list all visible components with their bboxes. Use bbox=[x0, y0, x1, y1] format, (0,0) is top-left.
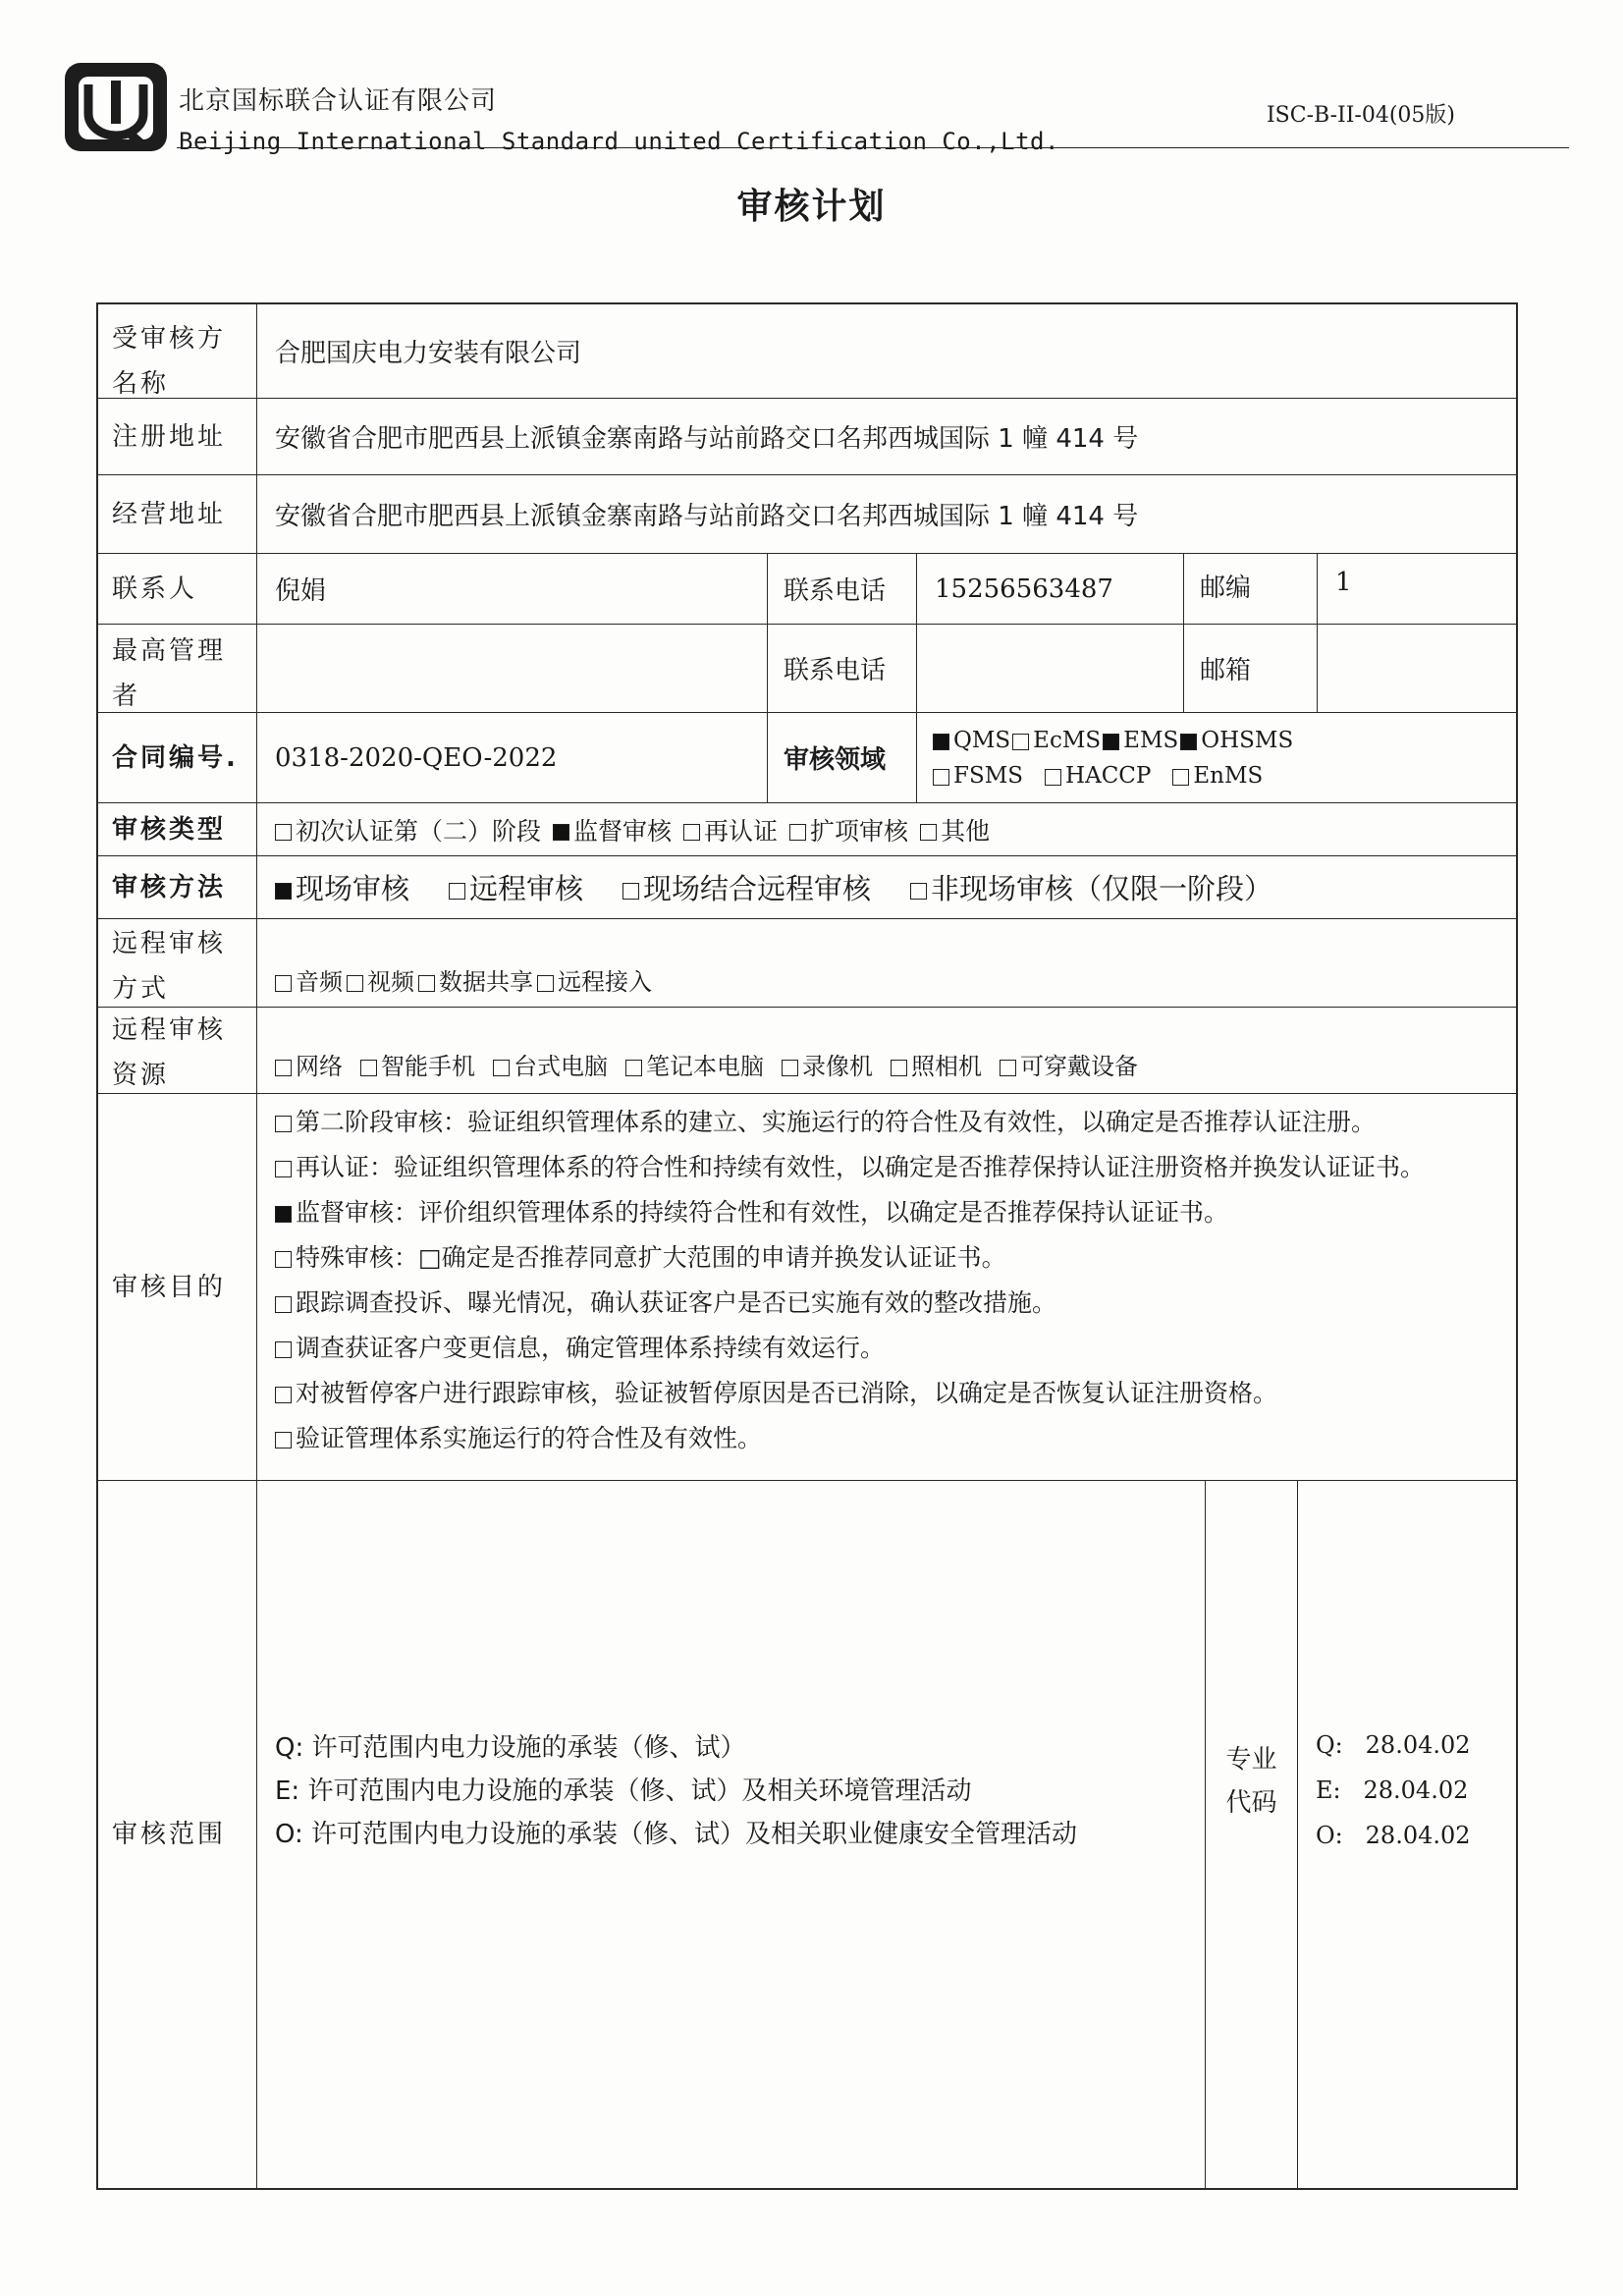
unchecked-box-icon[interactable] bbox=[1012, 734, 1029, 750]
domain-options-row1 bbox=[933, 723, 1516, 758]
domain-option-2[interactable] bbox=[1172, 763, 1263, 789]
audit-type-option-label: 初次认证第（二）阶段 bbox=[296, 816, 542, 846]
purpose-item-text: 监督审核：评价组织管理体系的持续符合性和有效性，以确定是否推荐保持认证证书。 bbox=[296, 1198, 1229, 1227]
checked-box-icon[interactable] bbox=[1103, 734, 1119, 750]
row-remote-method bbox=[98, 919, 1516, 1008]
remote-method-label: 远程审核方式 bbox=[98, 919, 257, 1007]
scope-line-0: Q: 许可范围内电力设施的承装（修、试） bbox=[275, 1733, 746, 1763]
audit-method-label: 审核方法 bbox=[98, 856, 257, 918]
domain-option-3[interactable] bbox=[1180, 728, 1293, 753]
domain-option-2[interactable] bbox=[1103, 728, 1178, 753]
isc-logo-icon bbox=[59, 59, 175, 157]
unchecked-box-icon[interactable] bbox=[275, 1251, 292, 1268]
unchecked-box-icon[interactable] bbox=[1045, 769, 1061, 786]
audit-type-option-label: 扩项审核 bbox=[810, 816, 909, 846]
postcode-label: 邮编 bbox=[1184, 554, 1318, 624]
purpose-item-text: 对被暂停客户进行跟踪审核，验证被暂停原因是否已消除，以确定是否恢复认证注册资格。 bbox=[296, 1379, 1278, 1407]
remote-resource-option-label: 网络 bbox=[296, 1053, 343, 1080]
audit-method-option-2[interactable] bbox=[622, 867, 871, 907]
domain-option-0[interactable] bbox=[933, 728, 1010, 753]
domain-label: 审核领域 bbox=[768, 713, 917, 802]
audit-type-option-label: 其他 bbox=[941, 816, 991, 846]
row-audit-scope bbox=[98, 1481, 1516, 2188]
company-name-cn: 北京国标联合认证有限公司 bbox=[179, 86, 498, 116]
unchecked-box-icon[interactable] bbox=[789, 824, 806, 841]
unchecked-box-icon[interactable] bbox=[782, 1060, 798, 1076]
remote-method-options bbox=[257, 919, 1516, 1007]
unchecked-box-icon[interactable] bbox=[933, 769, 949, 786]
unchecked-box-icon[interactable] bbox=[683, 824, 700, 841]
purpose-item-text: 特殊审核：□确定是否推荐同意扩大范围的申请并换发认证证书。 bbox=[296, 1243, 1006, 1272]
phone2-value bbox=[917, 625, 1184, 712]
row-top-manager bbox=[98, 625, 1516, 713]
professional-code-label-text: 专业代码 bbox=[1225, 1745, 1277, 1818]
audit-method-option-0[interactable] bbox=[275, 867, 409, 907]
unchecked-box-icon[interactable] bbox=[1172, 769, 1189, 786]
top-manager-label: 最高管理者 bbox=[98, 625, 257, 712]
purpose-item-text: 调查获证客户变更信息，确定管理体系持续有效运行。 bbox=[296, 1334, 886, 1362]
purpose-item-text: 跟踪调查投诉、曝光情况，确认获证客户是否已实施有效的整改措施。 bbox=[296, 1288, 1057, 1317]
document-header bbox=[59, 59, 1512, 155]
remote-resources-label: 远程审核资源 bbox=[98, 1008, 257, 1093]
audit-plan-form bbox=[96, 302, 1518, 2190]
unchecked-box-icon[interactable] bbox=[622, 883, 639, 900]
contact-value: 倪娟 bbox=[257, 554, 768, 624]
audit-purpose-label: 审核目的 bbox=[98, 1094, 257, 1480]
professional-code-2: O: 28.04.02 bbox=[1316, 1822, 1471, 1849]
domain-options bbox=[917, 713, 1516, 802]
domain-option-1[interactable] bbox=[1012, 728, 1101, 753]
purpose-item-6[interactable] bbox=[275, 1371, 1496, 1416]
unchecked-box-icon[interactable] bbox=[347, 975, 363, 992]
unchecked-box-icon[interactable] bbox=[1000, 1060, 1016, 1076]
unchecked-box-icon[interactable] bbox=[910, 883, 927, 900]
unchecked-box-icon[interactable] bbox=[360, 1060, 377, 1076]
purpose-item-text: 再认证：验证组织管理体系的符合性和持续有效性，以确定是否推荐保持认证注册资格并换发认证证书。 bbox=[296, 1153, 1426, 1181]
professional-code-label bbox=[1206, 1481, 1298, 2188]
domain-option-label: QMS bbox=[953, 728, 1011, 753]
checked-box-icon[interactable] bbox=[553, 824, 569, 841]
professional-code-0: Q: 28.04.02 bbox=[1316, 1731, 1471, 1759]
purpose-item-3[interactable] bbox=[275, 1235, 1496, 1281]
header-divider bbox=[177, 147, 1569, 148]
unchecked-box-icon[interactable] bbox=[920, 824, 937, 841]
row-audit-method bbox=[98, 856, 1516, 919]
row-reg-address bbox=[98, 399, 1516, 475]
remote-method-option-label: 音频 bbox=[296, 968, 343, 996]
remote-method-option-2[interactable] bbox=[418, 962, 533, 997]
domain-option-label: EcMS bbox=[1033, 728, 1102, 753]
unchecked-box-icon[interactable] bbox=[275, 1116, 292, 1132]
remote-resource-option-label: 照相机 bbox=[911, 1053, 982, 1080]
remote-method-option-1[interactable] bbox=[347, 962, 414, 997]
contact-label: 联系人 bbox=[98, 554, 257, 624]
purpose-item-1[interactable] bbox=[275, 1145, 1496, 1190]
domain-options-row2 bbox=[933, 758, 1516, 793]
remote-resource-option-label: 智能手机 bbox=[381, 1053, 475, 1080]
remote-method-option-0[interactable] bbox=[275, 962, 343, 997]
audit-method-option-label: 现场结合远程审核 bbox=[643, 872, 872, 905]
reg-address-value: 安徽省合肥市肥西县上派镇金寨南路与站前路交口名邦西城国际 1 幢 414 号 bbox=[275, 424, 1139, 454]
auditee-label: 受审核方名称 bbox=[98, 304, 257, 398]
audit-method-option-1[interactable] bbox=[449, 867, 583, 907]
auditee-value: 合肥国庆电力安装有限公司 bbox=[275, 339, 582, 368]
top-manager-value bbox=[257, 625, 768, 712]
audit-type-option-4[interactable] bbox=[920, 812, 990, 847]
postcode-value: 1 bbox=[1335, 568, 1352, 597]
checked-box-icon[interactable] bbox=[933, 734, 949, 750]
row-auditee bbox=[98, 304, 1516, 399]
unchecked-box-icon[interactable] bbox=[449, 883, 465, 900]
contract-label: 合同编号. bbox=[98, 713, 257, 802]
scope-line-1: E: 许可范围内电力设施的承装（修、试）及相关环境管理活动 bbox=[275, 1777, 972, 1806]
audit-purpose-list bbox=[257, 1094, 1516, 1480]
phone-label: 联系电话 bbox=[768, 554, 917, 624]
row-audit-purpose bbox=[98, 1094, 1516, 1481]
audit-type-option-label: 监督审核 bbox=[573, 816, 673, 846]
company-name-en: Beijing International Standard united Certification Co.,Ltd. bbox=[179, 128, 1059, 155]
contract-value: 0318-2020-QEO-2022 bbox=[257, 713, 768, 802]
professional-code-1: E: 28.04.02 bbox=[1316, 1777, 1469, 1804]
remote-resource-option-4[interactable] bbox=[782, 1047, 873, 1081]
purpose-item-5[interactable] bbox=[275, 1326, 1496, 1371]
purpose-item-text: 验证管理体系实施运行的符合性及有效性。 bbox=[296, 1424, 763, 1452]
unchecked-box-icon[interactable] bbox=[275, 1432, 292, 1449]
unchecked-box-icon[interactable] bbox=[891, 1060, 907, 1076]
phone2-label: 联系电话 bbox=[768, 625, 917, 712]
document-code: ISC-B-II-04(05版) bbox=[1266, 103, 1455, 128]
audit-type-options bbox=[257, 803, 1516, 855]
row-op-address bbox=[98, 475, 1516, 554]
audit-method-option-label: 远程审核 bbox=[469, 872, 584, 905]
remote-resource-option-3[interactable] bbox=[625, 1047, 764, 1081]
unchecked-box-icon[interactable] bbox=[537, 975, 554, 992]
unchecked-box-icon[interactable] bbox=[275, 1060, 292, 1076]
row-audit-type bbox=[98, 803, 1516, 856]
unchecked-box-icon[interactable] bbox=[275, 1341, 292, 1358]
purpose-item-2[interactable] bbox=[275, 1190, 1496, 1235]
remote-resource-option-label: 笔记本电脑 bbox=[646, 1053, 764, 1080]
audit-method-option-label: 现场审核 bbox=[296, 872, 410, 905]
checked-box-icon[interactable] bbox=[275, 883, 292, 900]
audit-method-option-3[interactable] bbox=[910, 867, 1272, 907]
audit-type-option-1[interactable] bbox=[553, 812, 672, 847]
remote-resource-option-5[interactable] bbox=[891, 1047, 982, 1081]
domain-option-label: OHSMS bbox=[1201, 728, 1294, 753]
purpose-item-0[interactable] bbox=[275, 1100, 1496, 1145]
unchecked-box-icon[interactable] bbox=[275, 824, 292, 841]
email-label: 邮箱 bbox=[1184, 625, 1318, 712]
op-address-value: 安徽省合肥市肥西县上派镇金寨南路与站前路交口名邦西城国际 1 幢 414 号 bbox=[275, 502, 1139, 531]
email-value bbox=[1318, 625, 1516, 712]
op-address-label: 经营地址 bbox=[98, 475, 257, 553]
audit-type-option-2[interactable] bbox=[683, 812, 778, 847]
audit-method-option-label: 非现场审核（仅限一阶段） bbox=[931, 872, 1273, 905]
domain-option-label: FSMS bbox=[953, 763, 1024, 789]
remote-resource-option-1[interactable] bbox=[360, 1047, 475, 1081]
audit-type-option-label: 再认证 bbox=[704, 816, 779, 846]
page-title: 审核计划 bbox=[736, 187, 887, 227]
professional-code-values bbox=[1298, 1481, 1516, 2188]
unchecked-box-icon[interactable] bbox=[625, 1060, 642, 1076]
checked-box-icon[interactable] bbox=[1180, 734, 1197, 750]
domain-option-label: EnMS bbox=[1193, 763, 1264, 789]
reg-address-label: 注册地址 bbox=[98, 399, 257, 474]
audit-scope-lines bbox=[257, 1481, 1206, 2188]
domain-option-0[interactable] bbox=[933, 763, 1023, 789]
remote-method-option-label: 数据共享 bbox=[439, 968, 533, 996]
audit-type-option-3[interactable] bbox=[789, 812, 908, 847]
remote-resource-option-2[interactable] bbox=[493, 1047, 608, 1081]
remote-resource-option-label: 台式电脑 bbox=[514, 1053, 608, 1080]
row-contact bbox=[98, 554, 1516, 625]
domain-option-label: EMS bbox=[1123, 728, 1179, 753]
audit-scope-label: 审核范围 bbox=[98, 1481, 257, 2188]
checked-box-icon[interactable] bbox=[275, 1206, 292, 1223]
remote-method-option-3[interactable] bbox=[537, 962, 652, 997]
row-remote-resources bbox=[98, 1008, 1516, 1094]
audit-type-label: 审核类型 bbox=[98, 803, 257, 855]
unchecked-box-icon[interactable] bbox=[275, 1387, 292, 1403]
phone-value: 15256563487 bbox=[917, 554, 1184, 624]
remote-method-option-label: 远程接入 bbox=[558, 968, 652, 996]
remote-resource-option-label: 录像机 bbox=[802, 1053, 873, 1080]
scope-line-2: O: 许可范围内电力设施的承装（修、试）及相关职业健康安全管理活动 bbox=[275, 1820, 1078, 1849]
domain-option-1[interactable] bbox=[1045, 763, 1151, 789]
unchecked-box-icon[interactable] bbox=[275, 975, 292, 992]
unchecked-box-icon[interactable] bbox=[275, 1161, 292, 1177]
audit-method-options bbox=[257, 856, 1516, 918]
unchecked-box-icon[interactable] bbox=[418, 975, 435, 992]
unchecked-box-icon[interactable] bbox=[275, 1296, 292, 1313]
remote-resource-option-6[interactable] bbox=[1000, 1047, 1138, 1081]
row-contract bbox=[98, 713, 1516, 803]
domain-option-label: HACCP bbox=[1065, 763, 1152, 789]
purpose-item-text: 第二阶段审核：验证组织管理体系的建立、实施运行的符合性及有效性，以确定是否推荐认证注册。 bbox=[296, 1108, 1377, 1136]
purpose-item-4[interactable] bbox=[275, 1281, 1496, 1326]
purpose-item-7[interactable] bbox=[275, 1416, 1496, 1461]
unchecked-box-icon[interactable] bbox=[493, 1060, 510, 1076]
audit-type-option-0[interactable] bbox=[275, 812, 541, 847]
remote-resource-option-0[interactable] bbox=[275, 1047, 343, 1081]
remote-resources-options bbox=[257, 1008, 1516, 1093]
remote-resource-option-label: 可穿戴设备 bbox=[1020, 1053, 1138, 1080]
remote-method-option-label: 视频 bbox=[367, 968, 414, 996]
